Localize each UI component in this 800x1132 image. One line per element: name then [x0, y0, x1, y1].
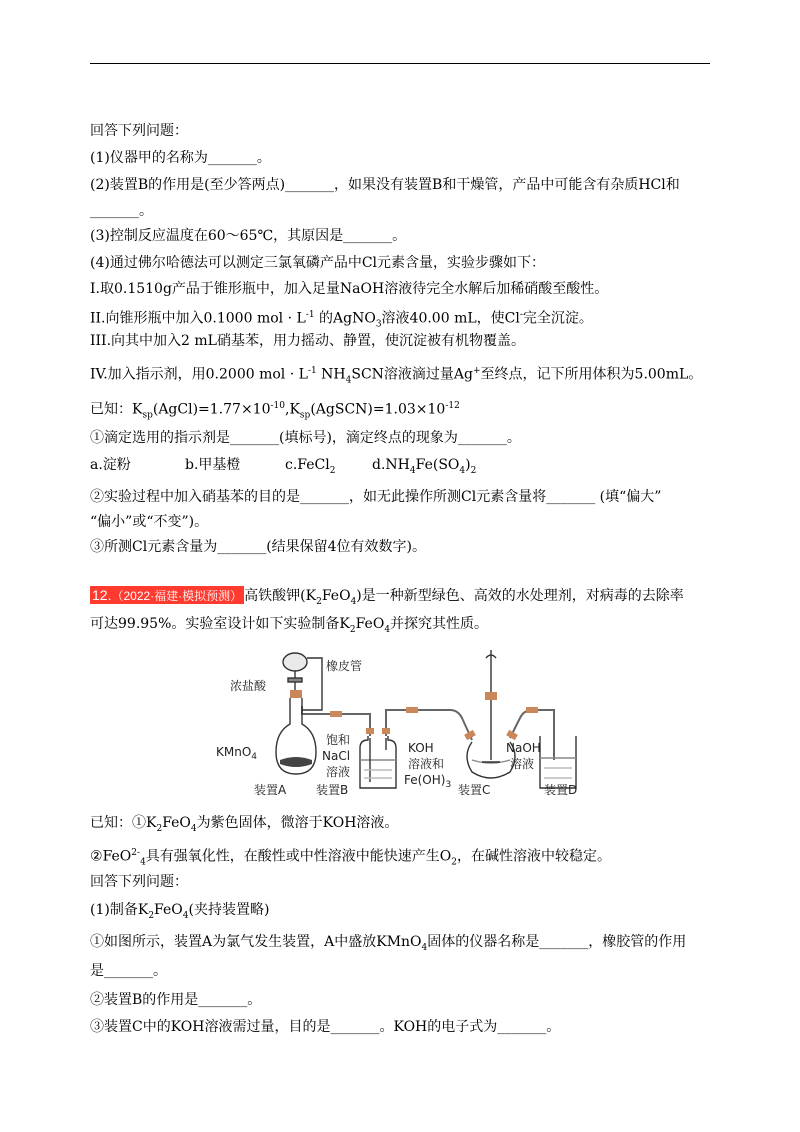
question-1: (1)仪器甲的名称为_______。	[90, 150, 271, 166]
label-koh-1: KOH	[408, 741, 434, 755]
intro-text: 回答下列问题：	[90, 123, 188, 139]
label-nacl-1: 饱和	[326, 733, 351, 747]
sub-question-1: ①滴定选用的指示剂是_______(填标号)，滴定终点的现象为_______。	[90, 430, 521, 446]
option-d: $d.NH_4Fe(SO_4)_2$	[372, 457, 477, 476]
question-2: (2)装置B的作用是(至少答两点)_______，如果没有装置B和干燥管，产品中可能含有杂质HCl和	[90, 177, 680, 193]
label-apparatus-b: 装置B	[316, 783, 349, 797]
label-koh-3: $Fe(OH)_3$	[404, 773, 452, 790]
sub-question-2-cont: “偏小”或“不变”)。	[90, 514, 209, 530]
sub-question-3: ③所测Cl元素含量为_______(结果保留4位有效数字)。	[90, 539, 427, 555]
label-naoh-2: 溶液	[510, 757, 535, 771]
question-12-line2: 可达99.95%。实验室设计如下实验制备$K_2FeO_4$并探究其性质。	[90, 616, 489, 635]
option-b: b.甲基橙	[185, 457, 241, 473]
rubber-connectors	[330, 707, 538, 734]
apparatus-diagram	[210, 648, 600, 800]
known-1: 已知：$①K_2FeO_4$为紫色固体，微溶于KOH溶液。	[90, 815, 399, 834]
header-rule	[90, 63, 710, 64]
option-a: a.淀粉	[90, 457, 131, 473]
step-1: I.取0.1510g产品于锥形瓶中，加入足量NaOH溶液待完全水解后加稀硝酸至酸性。	[90, 281, 609, 297]
intro-2: 回答下列问题：	[90, 874, 188, 890]
part-1-question-3: ③装置C中的KOH溶液需过量，目的是_______。KOH的电子式为_______。	[90, 1019, 561, 1035]
step-4: IV.加入指示剂，用0.2000 mol · $L^{-1}$ $NH_4SCN$溶液滴过量Ag+至终点，记下所用体积为5.00mL。	[90, 366, 703, 386]
label-apparatus-c: 装置C	[458, 783, 491, 797]
part-1: (1)制备$K_2FeO_4$(夹持装置略)	[90, 902, 270, 921]
known-ksp: 已知：$K_{sp}(AgCl)=1.77\times 10^{-10},K_{sp}(AgSCN)=1.03\times 10^{-12}$	[90, 401, 460, 421]
part-1-question-1: ①如图所示，装置A为氯气发生装置，A中盛放KMnO$_4$固体的仪器名称是_______，橡胶管的作用	[90, 934, 687, 953]
apparatus-d	[540, 736, 576, 788]
known-2: ②FeO$^{2-}_4$具有强氧化性，在酸性或中性溶液中能快速产生$O_2$，在碱性溶液中较稳定。	[90, 848, 612, 868]
label-naoh-1: NaOH	[506, 741, 541, 755]
label-nacl-2: NaCl	[322, 749, 351, 763]
label-kmno4: KMnO$_4$	[216, 745, 258, 762]
question-badge: 12.（2022·福建·模拟预测）	[92, 587, 243, 603]
apparatus-b	[360, 736, 396, 788]
part-1-question-2: ②装置B的作用是_______。	[90, 992, 262, 1008]
step-2: II.向锥形瓶中加入0.1000 mol · $L^{-1}$ 的AgNO$_3$溶液40.00 mL，使Cl-完全沉淀。	[90, 310, 593, 330]
label-apparatus-d: 装置D	[544, 783, 578, 797]
option-c: c.FeCl$_2$	[285, 457, 336, 476]
step-3: III.向其中加入2 mL硝基苯，用力摇动、静置，使沉淀被有机物覆盖。	[90, 333, 525, 349]
question-3: (3)控制反应温度在60～65℃，其原因是_______。	[90, 228, 407, 244]
label-nacl-3: 溶液	[326, 765, 351, 779]
label-apparatus-a: 装置A	[254, 783, 287, 797]
label-rubber-tube: 橡皮管	[326, 659, 363, 673]
label-conc-hcl: 浓盐酸	[230, 679, 267, 693]
question-12-header: 12.（2022·福建·模拟预测） 高铁酸钾$(K_2FeO_4)$是一种新型绿色、高效的水处理剂，对病毒的去除率	[92, 587, 684, 607]
question-2-cont: _______。	[90, 203, 153, 219]
sub-question-2: ②实验过程中加入硝基苯的目的是_______，如无此操作所测Cl元素含量将_______ (填“偏大”	[90, 489, 662, 505]
part-1-question-1-cont: 是_______。	[90, 963, 167, 979]
label-koh-2: 溶液和	[408, 757, 445, 771]
question-4: (4)通过佛尔哈德法可以测定三氯氧磷产品中Cl元素含量，实验步骤如下：	[90, 255, 546, 271]
